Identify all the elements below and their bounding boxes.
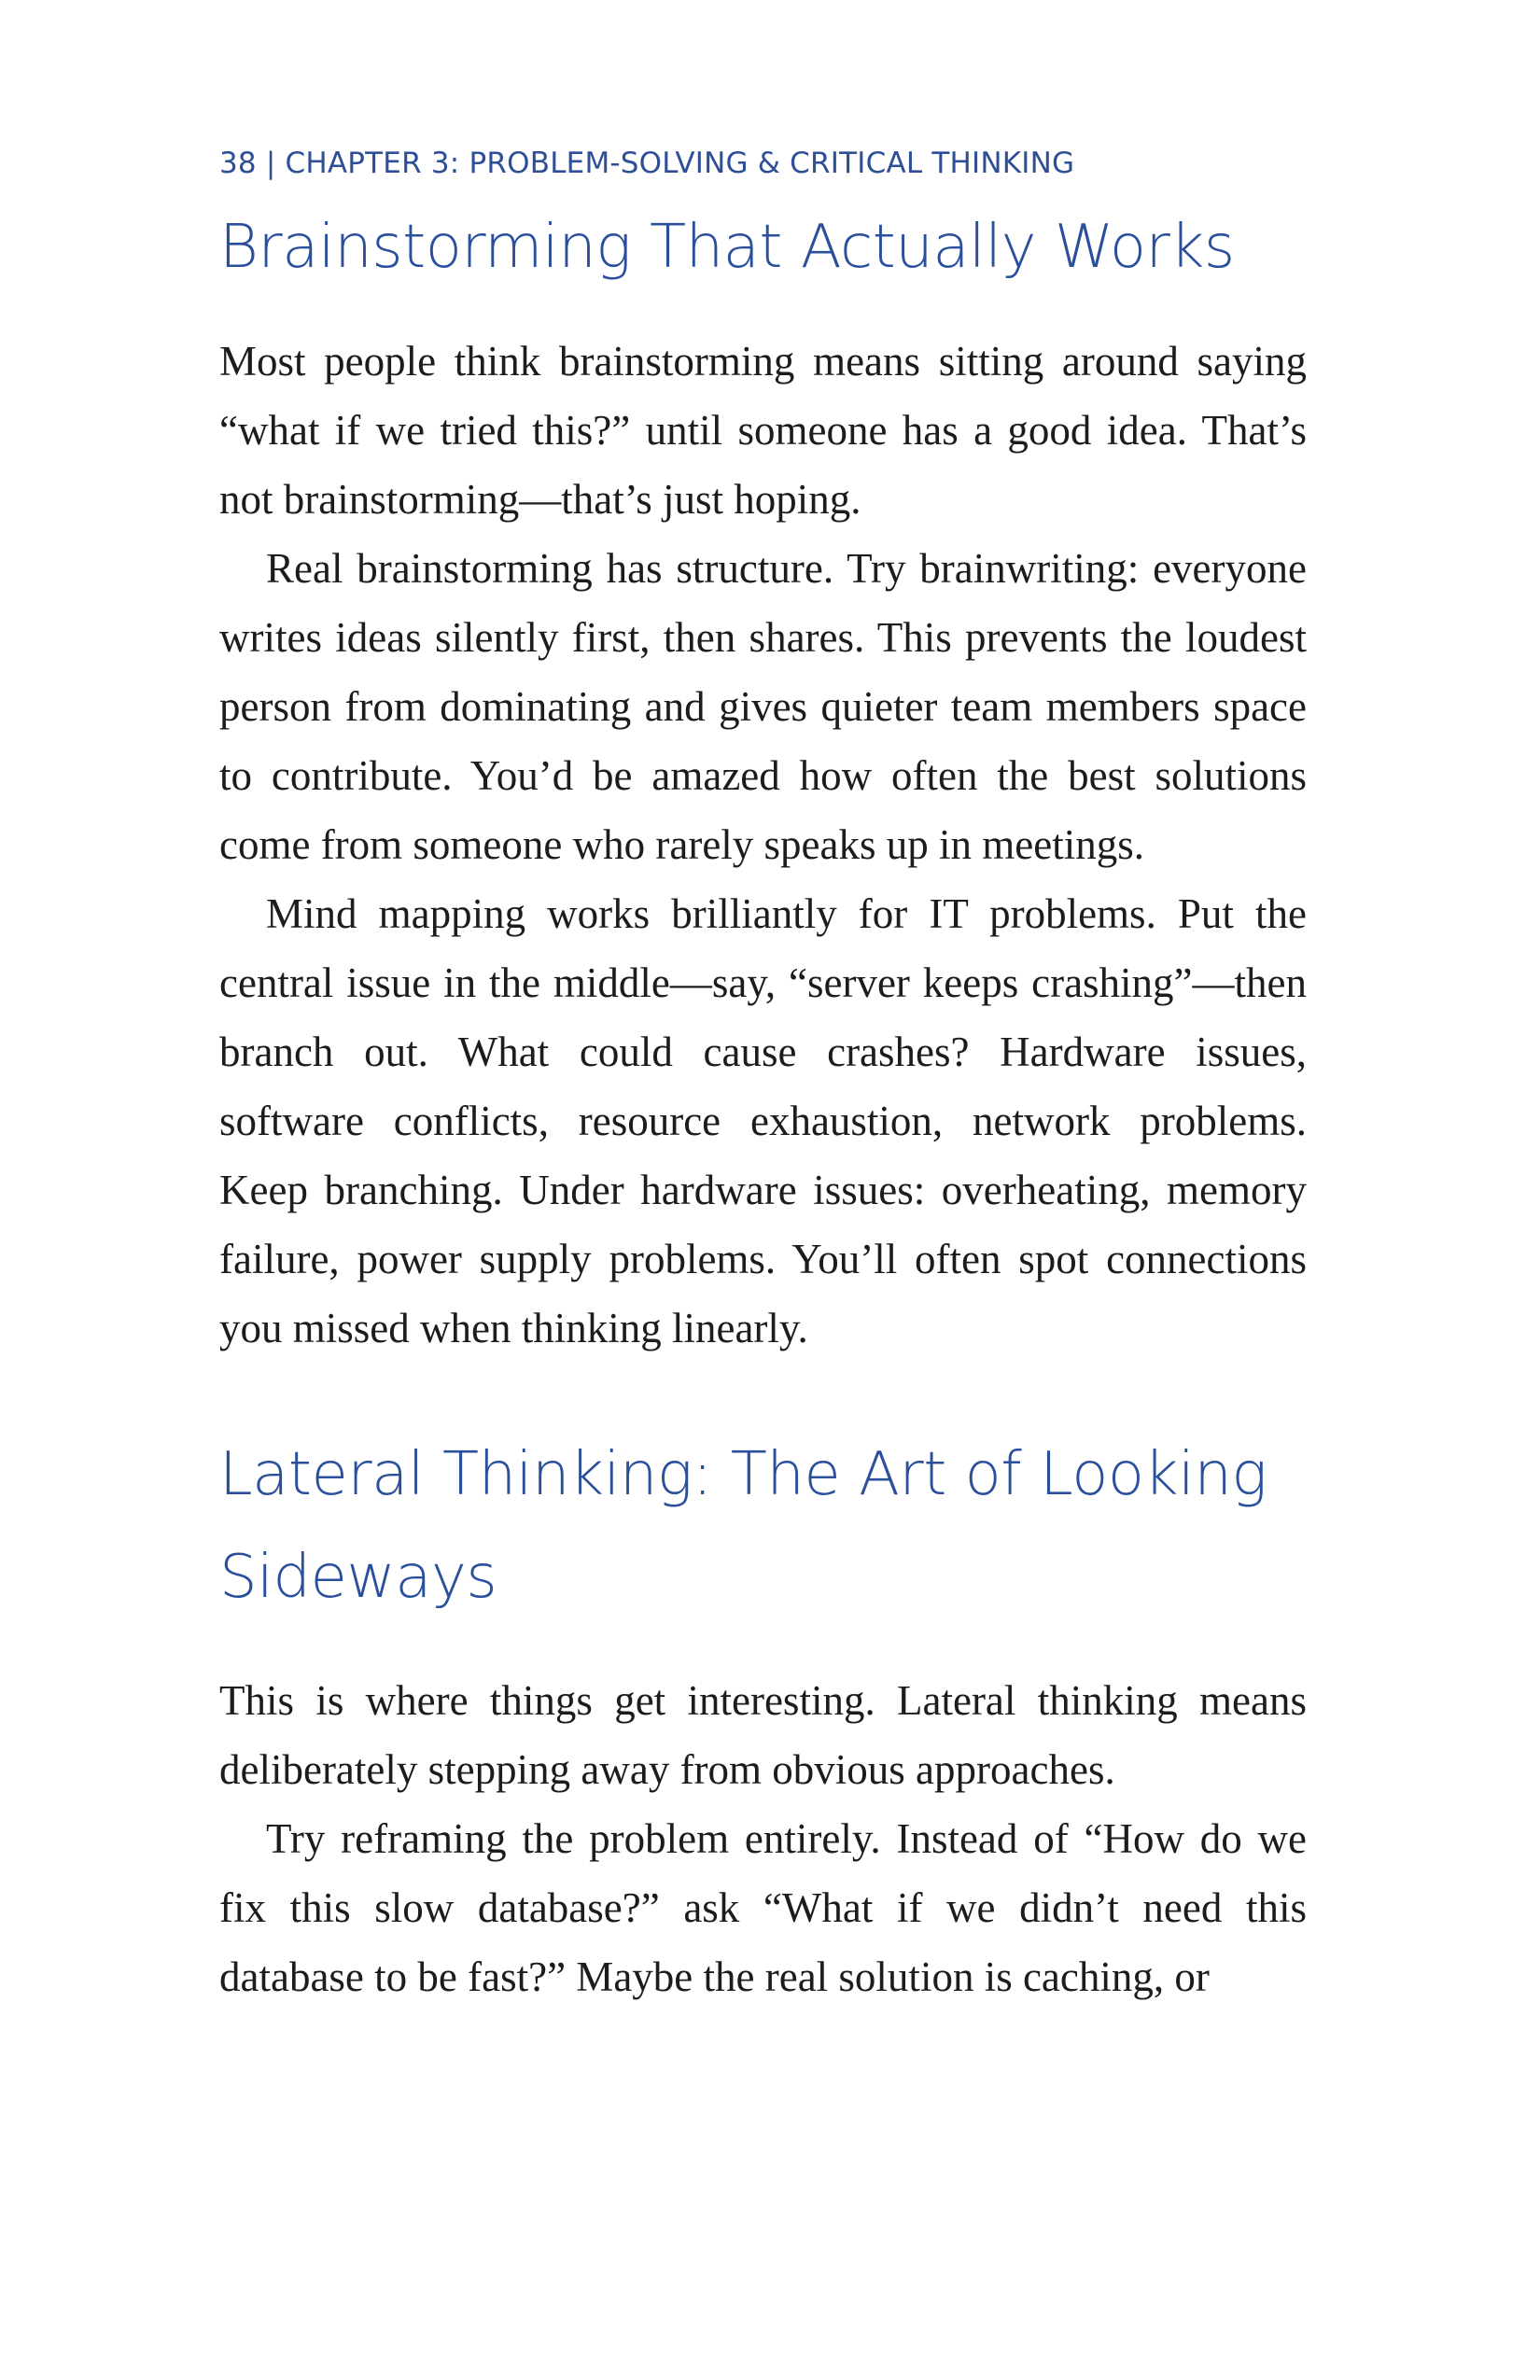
paragraph: Real brainstorming has structure. Try brainwriting: everyone writes ideas silently first, then shares. This prevents the loudest person from dominating and gives quieter team members space to contribute. You’d be amazed how often the best solutions come from someone who rarely speaks up in meetings. — [219, 545, 1307, 868]
header-separator: | — [265, 147, 276, 180]
paragraph: Try reframing the problem entirely. Instead of “How do we fix this slow database?” ask “What if we didn’t need this database to be fast?” Maybe the real solution is caching, or — [219, 1815, 1307, 2000]
chapter-title: CHAPTER 3: PROBLEM-SOLVING & CRITICAL THINKING — [285, 147, 1075, 180]
paragraph: Most people think brainstorming means sitting around saying “what if we tried this?” until someone has a good idea. That’s not brainstorming—that’s just hoping. — [219, 338, 1307, 523]
book-page — [219, 140, 1307, 2011]
page-number: 38 — [219, 147, 257, 180]
section-heading-lateral-thinking: Lateral Thinking: The Art of Looking Sideways — [219, 1440, 1267, 1612]
section-heading-brainstorming: Brainstorming That Actually Works — [219, 213, 1235, 282]
running-header — [219, 140, 1307, 187]
paragraph: This is where things get interesting. Lateral thinking means deliberately stepping away from obvious approaches. — [219, 1677, 1307, 1793]
section-body-lateral-thinking — [219, 1666, 1307, 2011]
paragraph: Mind mapping works brilliantly for IT problems. Put the central issue in the middle—say, “server keeps crashing”—then branch out. What could cause crashes? Hardware issues, software conflicts, resource exhaustion, network problems. Keep branching. Under hardware issues: overheating, memory failure, power supply problems. You’ll often spot connections you missed when thinking linearly. — [219, 890, 1307, 1351]
section-body-brainstorming — [219, 327, 1307, 1363]
